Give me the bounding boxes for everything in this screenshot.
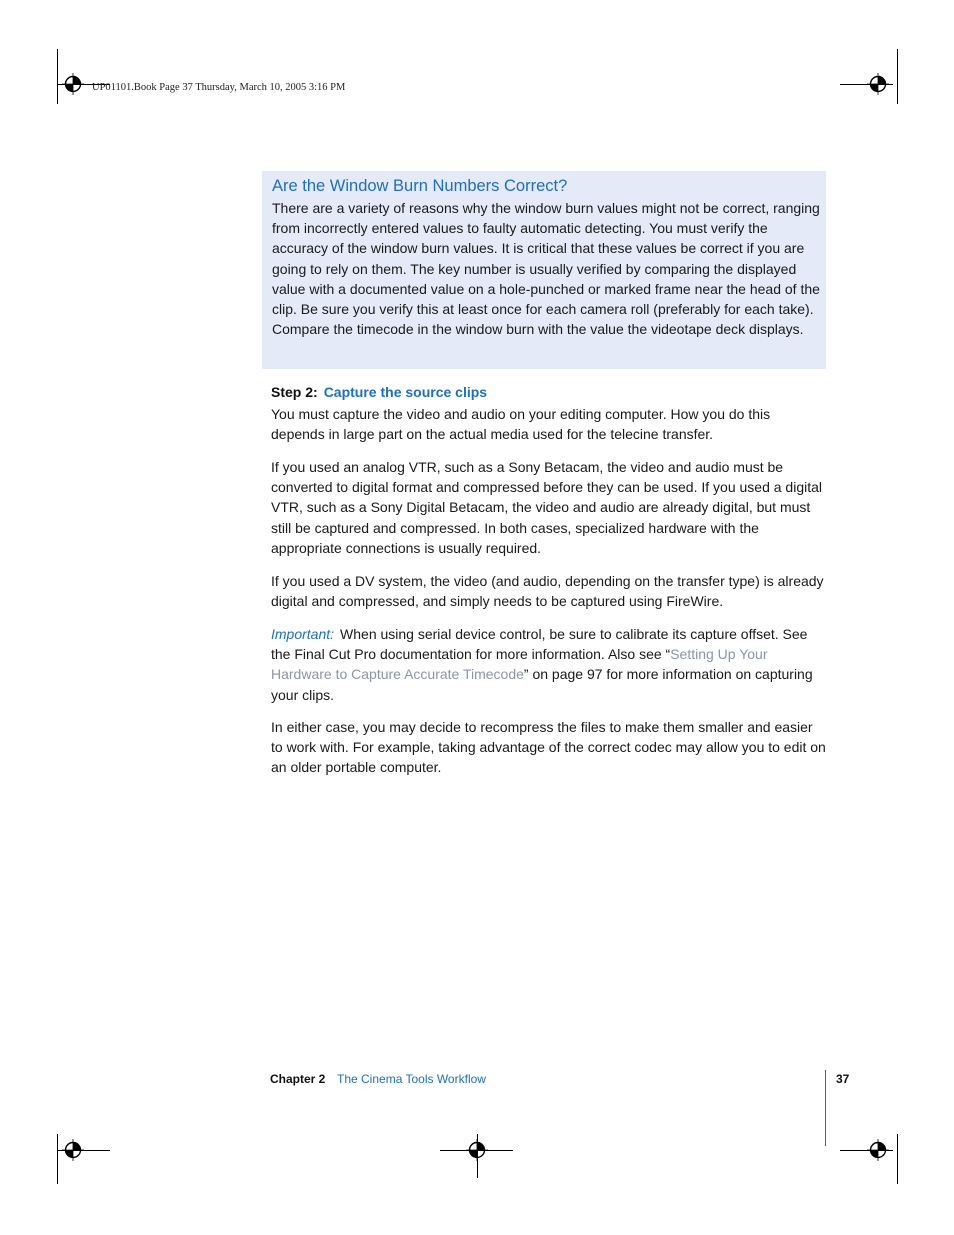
crop-mark-top-right-vertical bbox=[897, 49, 898, 104]
print-info-slug: UP01101.Book Page 37 Thursday, March 10, 2005 3:16 PM bbox=[92, 82, 346, 93]
important-text: When using serial device control, be sure to calibrate its capture offset. See the Final Cut Pro documentation for more information. Also see “ bbox=[271, 626, 808, 663]
registration-target-icon bbox=[62, 73, 84, 95]
registration-target-icon bbox=[62, 1139, 84, 1161]
footer-divider bbox=[825, 1070, 826, 1146]
important-text-after: ” on page 97 for more information on capturing your clips. bbox=[271, 666, 813, 703]
important-note bbox=[271, 624, 827, 705]
paragraph-capture-intro: You must capture the video and audio on your editing computer. How you do this depends in large part on the actual media used for the telecine transfer. bbox=[271, 406, 771, 443]
registration-target-icon bbox=[867, 1139, 889, 1161]
footer-chapter-title: The Cinema Tools Workflow bbox=[337, 1072, 486, 1086]
footer-chapter-label: Chapter 2 bbox=[270, 1072, 326, 1086]
registration-target-icon bbox=[867, 73, 889, 95]
crop-mark-bottom-right-vertical bbox=[897, 1134, 898, 1184]
step-title: Capture the source clips bbox=[323, 384, 488, 400]
registration-target-icon bbox=[466, 1139, 488, 1161]
crop-mark-top-left-vertical bbox=[57, 49, 58, 104]
paragraph-analog-vtr: If you used an analog VTR, such as a Sony Betacam, the video and audio must be converted to digital format and compressed before they can be used. If you used a digital VTR, such as a Sony Digital Betacam, the video and audio are already digital, but must still be captured and compressed. In both cases, specialized hardware with the appropriate connections is usually required. bbox=[271, 459, 822, 556]
paragraph-recompress: In either case, you may decide to recompress the files to make them smaller and easier to work with. For example, taking advantage of the correct codec may allow you to edit on an older portable computer. bbox=[271, 719, 826, 776]
page-number: 37 bbox=[836, 1072, 850, 1086]
step-label: Step 2: bbox=[271, 384, 318, 400]
cross-reference-link[interactable]: Setting Up Your Hardware to Capture Accurate Timecode bbox=[271, 646, 768, 683]
callout-body: There are a variety of reasons why the window burn values might not be correct, ranging from incorrectly entered values to faulty automatic detecting. You must verify the accuracy of the window burn values. It is critical that these values be correct if you are going to rely on them. The key number is usually verified by comparing the displayed value with a documented value on a hole-punched or marked frame near the head of the clip. Be sure you verify this at least once for each camera roll (preferably for each take). Compare the timecode in the window burn with the value the videotape deck displays. bbox=[272, 200, 820, 338]
crop-mark-bottom-left-vertical bbox=[57, 1134, 58, 1184]
important-label: Important: bbox=[271, 626, 335, 642]
step-heading bbox=[271, 384, 487, 400]
callout-title: Are the Window Burn Numbers Correct? bbox=[272, 177, 568, 195]
paragraph-dv-system: If you used a DV system, the video (and audio, depending on the transfer type) is already digital and compressed, and simply needs to be captured using FireWire. bbox=[271, 573, 824, 610]
